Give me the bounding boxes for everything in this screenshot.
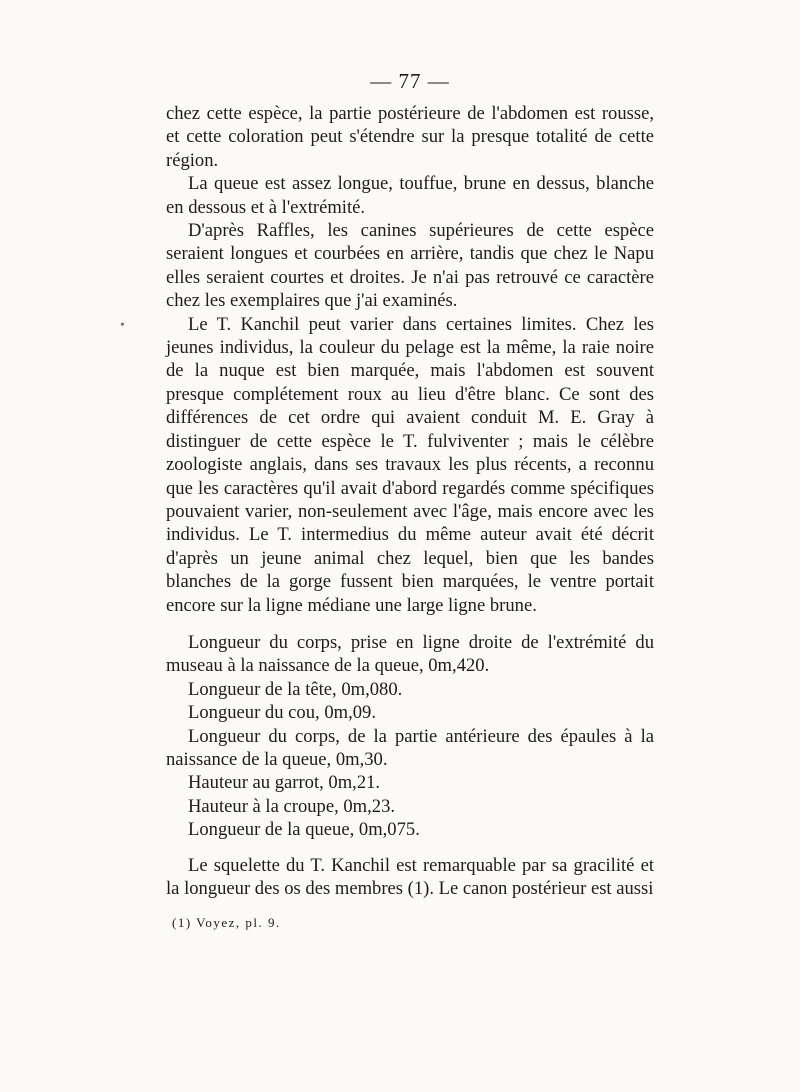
measurement-line: Longueur du corps, de la partie antérieure des épaules à la naissance de la queue, 0m,30. <box>166 725 654 770</box>
measurement-line: Hauteur au garrot, 0m,21. <box>188 772 381 794</box>
paragraph-canines: D'après Raffles, les canines supérieures de cette espèce seraient longues et courbées en arrière, tandis que chez le Napu elles seraient courtes et droites. Je n'ai pas retrouvé ce caractère chez les exemplaires que j'ai examinés. <box>166 220 654 312</box>
measurement-line: Longueur de la tête, 0m,080. <box>188 678 403 700</box>
margin-mark: • <box>120 318 125 333</box>
measurement-line: Longueur de la queue, 0m,075. <box>188 819 420 841</box>
measurement-line: Longueur du corps, prise en ligne droite de l'extrémité du museau à la naissance de la queue, 0m,420. <box>166 631 654 677</box>
paragraph-variation: Le T. Kanchil peut varier dans certaines limites. Chez les jeunes individus, la couleur du pelage est la même, la raie noire de la nuque est bien marquée, mais l'abdomen est souvent presque complétement roux au lieu d'être blanc. Ce sont des différences de cet ordre qui avaient conduit M. E. Gray à distinguer de cette espèce le T. fulviventer ; mais le célèbre zoologiste anglais, dans ses travaux les plus récents, a reconnu que les caractères qu'il avait d'abord regardés comme spécifiques pouvaient varier, non-seulement avec l'âge, mais encore avec les individus. Le T. intermedius du même auteur avait été décrit d'après un jeune animal chez lequel, bien que les bandes blanches de la gorge fussent bien marquées, le ventre portait encore sur la ligne médiane une large ligne brune. <box>166 313 654 616</box>
body-text <box>166 102 654 900</box>
footnote: (1) Voyez, pl. 9. <box>172 915 281 930</box>
page-content <box>166 66 654 900</box>
measurement-line: Longueur du cou, 0m,09. <box>188 702 376 724</box>
measurements-list <box>166 631 654 842</box>
paragraph-skeleton: Le squelette du T. Kanchil est remarquable par sa gracilité et la longueur des os des membres (1). Le canon postérieur est aussi <box>166 854 654 899</box>
paragraph-queue: La queue est assez longue, touffue, brune en dessus, blanche en dessous et à l'extrémité. <box>166 173 654 218</box>
measurement-line: Hauteur à la croupe, 0m,23. <box>188 795 396 817</box>
paragraph-abdomen: chez cette espèce, la partie postérieure de l'abdomen est rousse, et cette coloration peut s'étendre sur la presque totalité de cette région. <box>166 103 654 171</box>
page-number: — 77 — <box>370 69 450 93</box>
